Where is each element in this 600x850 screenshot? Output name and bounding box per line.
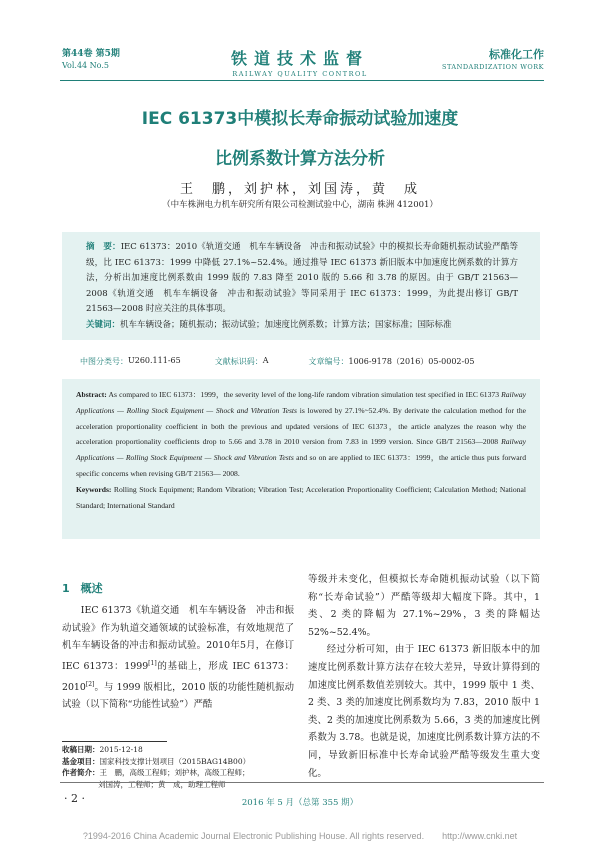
keywords-en-label: Keywords: [76,484,112,494]
volume-cn: 第44卷 第5期 [62,49,120,59]
clc-label: 中图分类号： [80,357,128,366]
citation-ref: [1] [148,659,157,667]
abstract-en-gb-title: Railway Applications — Rolling Stock Equipment — Shock and Vibration Tests [76,437,526,463]
affiliation: （中车株洲电力机车研究所有限公司检测试验中心，湖南 株洲 412001） [162,200,438,210]
body-column-left [62,602,294,714]
paragraph [62,602,294,714]
page-number: · 2 · [64,792,85,805]
fund-text: 国家科技支撑计划项目（2015BAG14B00） [99,756,251,766]
abstract-en-text-3: and so on are applied to IEC 61373：1999，the article thus puts forward specific concerns when revising GB/T 21563— 2008. [76,453,526,478]
column-name-en: STANDARDIZATION WORK [442,63,544,71]
fund-label: 基金项目： [62,756,100,766]
abstract-cn [86,240,518,333]
classification-codes [80,356,540,367]
abstract-en [76,387,526,513]
keywords-cn: 机车车辆设备；随机振动；振动试验；加速度比例系数；计算方法；国家标准；国际标准 [120,319,452,330]
paragraph-text: 的基础上，形成 IEC 61373：2010 [62,660,294,693]
abstract-en-label: Abstract: [76,390,107,399]
authors: 王 鹏，刘护林，刘国涛，黄 成 [179,182,420,197]
journal-title-cn: 铁道技术监督 [230,49,369,68]
paragraph-text: 。与 1999 版相比，2010 版的功能性随机振动试验（以下简称“功能性试验”）严酷 [62,681,294,711]
abstract-en-text-2: is lowered by 27.1%~52.4%. By derivate the calculation method for the acceleration proportionality coefficient in both the previous and updated versions of IEC 61373，the article analyzes the reason why the acceleration proportionality coefficients drop to 5.66 and 3.78 in 2010 version from 7.83 in 1999 version. Since GB/T 21563—2008 [76,405,526,447]
section-heading: 1 概述 [62,582,103,595]
journal-title-en: RAILWAY QUALITY CONTROL [232,70,368,78]
footnote [62,744,302,790]
abstract-en-standard-title: Railway Applications — Rolling Stock Equipment — Shock and Vibration Tests [76,390,527,415]
clc-value: U260.111-65 [128,356,181,365]
author-bio-line1: 王 鹏，高级工程师；刘护林，高级工程师； [99,768,250,777]
paragraph-text: IEC 61373《轨道交通 机车车辆设备 冲击和振动试验》作为轨道交通领域的试验标准，有效地规范了机车车辆设备的冲击和振动试验。2010年5月，在修订 IEC 61373：1999 [62,605,294,672]
author-bio-line2: 刘国涛，工程师；黄 成，助理工程师 [98,779,226,789]
abstract-cn-text: IEC 61373：2010《轨道交通 机车车辆设备 冲击和振动试验》中的模拟长寿命随机振动试验严酷等级，比 IEC 61373：1999 中降低 27.1%~52.4%。通过推导 IEC 61373 新旧版本中加速度比例系数的计算方法，分析出加速度比例系数由 1999 版的 7.83 降至 2010 版的 5.66 和 3.78 的原因。由于 GB/T 21563—2008《轨道交通 机车车辆设备 冲击和振动试验》等同采用于 IEC 61373：1999，为此提出修订 GB/T 21563—2008 时应关注的具体事项。 [86,242,518,314]
keywords-cn-label: 关键词： [86,319,121,330]
column-name-cn: 标准化工作 [489,48,544,61]
received-date: 2015-12-18 [99,745,143,754]
article-title-line1: IEC 61373中模拟长寿命振动试验加速度 [141,109,459,129]
abstract-en-text-1: As compared to IEC 61373：1999，the severity level of the long-life random vibration simulation test specified in IEC 61373 [108,390,502,399]
issue-date: 2016 年 5 月（总第 355 期） [241,798,359,808]
received-label: 收稿日期： [62,745,100,754]
abstract-cn-label: 摘 要： [86,242,121,252]
copyright-notice: ?1994-2016 China Academic Journal Electronic Publishing House. All rights reserved. http://www.cnki.net [82,831,518,841]
column-name [442,48,544,74]
article-no-label: 文章编号： [308,357,349,366]
header-divider [60,80,544,81]
author-bio-label: 作者简介： [62,768,100,777]
doc-code-value: A [262,356,269,365]
article-no-value: 1006-9178（2016）05-0002-05 [348,357,475,366]
volume-en: Vol.44 No.5 [62,61,109,70]
footer-divider [60,782,544,783]
keywords-en: Rolling Stock Equipment; Random Vibration; Vibration Test; Acceleration Proportionality Coefficient; Calculation Method; National Standard; International Standard [76,484,526,510]
paragraph: 经过分析可知，由于 IEC 61373 新旧版本中的加速度比例系数计算方法存在较大差异，导致计算得到的加速度比例系数值差别较大。其中，1999 版中 1 类、2 类、3 类的加速度比例系数均为 7.83，2010 版中 1 类、2 类的加速度比例系数为 5.66，3 类的加速度比例系数为 3.78。也就是说，加速度比例系数计算方法的不同，导致新旧标准中长寿命试验严酷等级发生重大变化。 [308,644,540,779]
paragraph: 等级并未变化，但模拟长寿命随机振动试验（以下简称“长寿命试验”）严酷等级却大幅度下降。其中，1 类、2 类的降幅为 27.1%~29%，3 类的降幅达 52%~52.4%。 [308,574,540,638]
footnote-divider [62,741,167,742]
article-title-line2: 比例系数计算方法分析 [215,149,385,169]
body-column-right [308,571,540,782]
doc-code-label: 文献标识码： [214,357,263,366]
citation-ref: [2] [85,680,95,688]
